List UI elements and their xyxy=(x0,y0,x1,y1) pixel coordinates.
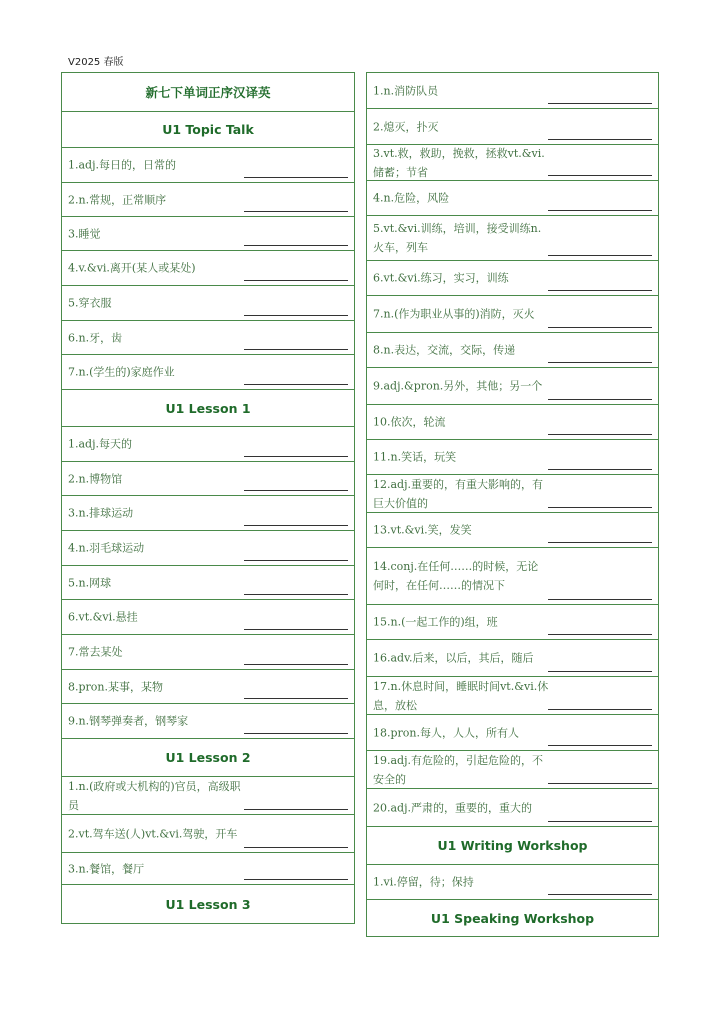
vocab-entry xyxy=(367,261,658,296)
answer-blank[interactable] xyxy=(548,327,652,328)
vocab-entry xyxy=(367,181,658,216)
answer-blank[interactable] xyxy=(548,821,652,822)
version-label: V2025 春版 xyxy=(68,57,124,68)
vocab-entry xyxy=(62,286,354,321)
answer-blank[interactable] xyxy=(548,469,652,470)
answer-blank[interactable] xyxy=(548,709,652,710)
vocab-entry xyxy=(62,531,354,566)
vocab-prompt: 15.n.(一起工作的)组，班 xyxy=(373,615,498,629)
vocab-prompt: 2.n.常规，正常顺序 xyxy=(68,193,167,206)
vocab-entry xyxy=(62,355,354,390)
answer-blank[interactable] xyxy=(548,542,652,543)
section-header: 新七下单词正序汉译英 xyxy=(62,73,354,112)
vocab-entry xyxy=(367,751,658,789)
answer-blank[interactable] xyxy=(244,349,348,350)
answer-blank[interactable] xyxy=(244,594,348,595)
answer-blank[interactable] xyxy=(548,783,652,784)
answer-blank[interactable] xyxy=(244,315,348,316)
answer-blank[interactable] xyxy=(548,210,652,211)
vocab-prompt: 8.pron.某事，某物 xyxy=(68,680,163,693)
vocab-entry xyxy=(62,635,354,670)
vocab-prompt: 10.依次，轮流 xyxy=(373,415,446,429)
answer-blank[interactable] xyxy=(548,745,652,746)
vocab-prompt: 4.n.羽毛球运动 xyxy=(68,541,145,555)
answer-blank[interactable] xyxy=(244,698,348,699)
answer-blank[interactable] xyxy=(244,664,348,665)
vocab-prompt: 2.n.博物馆 xyxy=(68,472,123,485)
answer-blank[interactable] xyxy=(548,103,652,104)
vocab-entry xyxy=(367,715,658,751)
vocab-entry xyxy=(367,109,658,145)
answer-blank[interactable] xyxy=(244,211,348,212)
vocab-prompt: 19.adj.有危险的，引起危险的，不安全的 xyxy=(373,753,543,786)
section-header: U1 Lesson 2 xyxy=(62,739,354,777)
vocab-entry xyxy=(62,148,354,183)
vocab-prompt: 5.n.网球 xyxy=(68,576,112,589)
vocab-entry xyxy=(62,496,354,531)
vocab-prompt: 17.n.休息时间，睡眠时间vt.&vi.休息，放松 xyxy=(373,679,549,712)
vocab-entry xyxy=(62,853,354,885)
answer-blank[interactable] xyxy=(548,507,652,508)
vocab-prompt: 1.adj.每天的 xyxy=(68,437,133,451)
vocab-entry xyxy=(367,296,658,333)
vocab-entry xyxy=(62,462,354,496)
vocab-entry xyxy=(367,73,658,109)
answer-blank[interactable] xyxy=(548,175,652,176)
vocab-prompt: 7.常去某处 xyxy=(68,645,123,659)
vocab-prompt: 1.n.消防队员 xyxy=(373,84,439,97)
vocab-prompt: 8.n.表达，交流，交际，传递 xyxy=(373,343,516,357)
vocab-entry xyxy=(62,815,354,853)
vocab-prompt: 2.vt.驾车送(人)vt.&vi.驾驶，开车 xyxy=(68,827,238,840)
vocab-prompt: 1.n.(政府或大机构的)官员，高级职员 xyxy=(68,779,241,812)
vocab-entry xyxy=(62,427,354,462)
vocab-prompt: 1.vi.停留，待；保持 xyxy=(373,875,474,889)
vocab-entry xyxy=(367,548,658,605)
vocab-entry xyxy=(367,677,658,715)
vocab-entry xyxy=(62,777,354,815)
vocab-prompt: 3.vt.救，救助，挽救，拯救vt.&vi.储蓄；节省 xyxy=(373,146,545,179)
answer-blank[interactable] xyxy=(548,139,652,140)
vocab-prompt: 3.睡觉 xyxy=(68,227,101,240)
answer-blank[interactable] xyxy=(244,384,348,385)
vocab-prompt: 6.n.牙，齿 xyxy=(68,331,123,344)
answer-blank[interactable] xyxy=(548,399,652,400)
answer-blank[interactable] xyxy=(244,629,348,630)
answer-blank[interactable] xyxy=(548,290,652,291)
vocab-entry xyxy=(367,440,658,475)
vocab-entry xyxy=(367,145,658,181)
vocab-entry xyxy=(367,333,658,368)
answer-blank[interactable] xyxy=(244,525,348,526)
vocab-entry xyxy=(62,566,354,600)
answer-blank[interactable] xyxy=(244,733,348,734)
vocab-prompt: 6.vt.&vi.悬挂 xyxy=(68,610,138,624)
answer-blank[interactable] xyxy=(548,255,652,256)
vocab-prompt: 4.n.危险，风险 xyxy=(373,191,450,205)
vocab-entry xyxy=(367,368,658,405)
answer-blank[interactable] xyxy=(244,490,348,491)
section-header: U1 Lesson 3 xyxy=(165,896,251,912)
vocab-prompt: 16.adv.后来，以后，其后，随后 xyxy=(373,651,534,665)
vocab-prompt: 9.adj.&pron.另外，其他；另一个 xyxy=(373,379,543,393)
vocab-prompt: 2.熄灭，扑灭 xyxy=(373,120,439,133)
vocab-entry xyxy=(62,217,354,251)
vocab-entry xyxy=(62,600,354,635)
vocab-prompt: 11.n.笑话，玩笑 xyxy=(373,450,457,464)
vocab-prompt: 20.adj.严肃的，重要的，重大的 xyxy=(373,801,532,814)
vocab-entry xyxy=(367,789,658,827)
section-header: U1 Lesson 1 xyxy=(62,390,354,427)
vocab-entry xyxy=(367,865,658,900)
vocab-prompt: 18.pron.每人，人人，所有人 xyxy=(373,726,519,739)
vocab-prompt: 14.conj.在任何……的时候，无论何时，在任何……的情况下 xyxy=(373,560,539,592)
vocab-entry xyxy=(367,405,658,440)
vocab-prompt: 12.adj.重要的，有重大影响的，有巨大价值的 xyxy=(373,477,543,510)
vocab-entry xyxy=(62,321,354,355)
right-column xyxy=(366,72,659,937)
answer-blank[interactable] xyxy=(244,847,348,848)
vocab-entry xyxy=(62,251,354,286)
answer-blank[interactable] xyxy=(244,879,348,880)
answer-blank[interactable] xyxy=(548,599,652,600)
vocab-prompt: 1.adj.每日的，日常的 xyxy=(68,158,177,172)
vocab-entry xyxy=(62,183,354,217)
section-header: U1 Speaking Workshop xyxy=(430,910,595,926)
answer-blank[interactable] xyxy=(244,177,348,178)
vocab-prompt: 13.vt.&vi.笑，发笑 xyxy=(373,523,472,537)
answer-blank[interactable] xyxy=(548,434,652,435)
left-column xyxy=(61,72,355,924)
vocab-prompt: 5.穿衣服 xyxy=(68,296,112,310)
vocab-prompt: 6.vt.&vi.练习，实习，训练 xyxy=(373,271,509,285)
vocab-prompt: 3.n.排球运动 xyxy=(68,506,134,520)
answer-blank[interactable] xyxy=(548,362,652,363)
vocab-prompt: 7.n.(作为职业从事的)消防，灭火 xyxy=(373,307,535,321)
answer-blank[interactable] xyxy=(548,634,652,635)
vocab-entry xyxy=(62,704,354,739)
section-header: U1 Writing Workshop xyxy=(367,827,658,865)
vocab-prompt: 3.n.餐馆，餐厅 xyxy=(68,862,145,875)
vocab-prompt: 4.v.&vi.离开(某人或某处) xyxy=(68,261,196,275)
vocab-entry xyxy=(367,605,658,640)
answer-blank[interactable] xyxy=(548,671,652,672)
vocab-entry xyxy=(367,216,658,261)
section-header: U1 Topic Talk xyxy=(62,112,354,148)
answer-blank[interactable] xyxy=(244,560,348,561)
answer-blank[interactable] xyxy=(244,280,348,281)
answer-blank[interactable] xyxy=(244,456,348,457)
vocab-entry xyxy=(62,670,354,704)
answer-blank[interactable] xyxy=(244,245,348,246)
vocab-entry xyxy=(367,475,658,513)
vocab-prompt: 7.n.(学生的)家庭作业 xyxy=(68,365,175,379)
vocab-entry xyxy=(367,640,658,677)
answer-blank[interactable] xyxy=(244,809,348,810)
answer-blank[interactable] xyxy=(548,894,652,895)
vocab-entry xyxy=(367,513,658,548)
vocab-prompt: 5.vt.&vi.训练，培训，接受训练n.火车，列车 xyxy=(373,222,542,254)
vocab-prompt: 9.n.钢琴弹奏者，钢琴家 xyxy=(68,714,189,728)
